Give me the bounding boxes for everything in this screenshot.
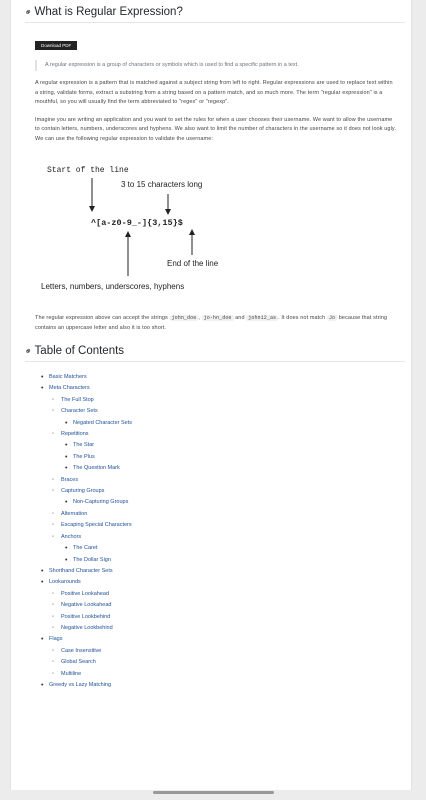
chars-label: Letters, numbers, underscores, hyphens <box>41 282 185 291</box>
toc-link[interactable]: • Flags <box>39 634 405 645</box>
definition-blockquote: A regular expression is a group of characters or symbols which is used to find a specific pattern in a text. <box>35 60 405 71</box>
toc-link[interactable]: • Meta Characters <box>39 383 405 394</box>
readme-content <box>22 5 405 691</box>
toc-link[interactable]: ◦ Alternation <box>39 509 405 520</box>
section-heading-text: What is Regular Expression? <box>34 6 183 18</box>
toc-link[interactable]: • Lookarounds <box>39 577 405 588</box>
section-heading <box>22 5 405 23</box>
examples-text: The regular expression above can accept the strings <box>35 315 170 321</box>
toc-link[interactable]: ◦ Repetitions <box>39 429 405 440</box>
home-indicator[interactable] <box>153 791 274 794</box>
username-paragraph: Imagine you are writing an application and you want to set the rules for when a user chooses their username. We want to allow the username to contain letters, numbers, underscores and hyphens. We also want to limit the number of characters in the username so it does not look ugly. We can use the following regular expression to validate the username: <box>35 116 396 142</box>
regex-pattern: ^[a-z0-9_-]{3,15}$ <box>91 218 183 228</box>
toc-link[interactable]: ◦ The Full Stop <box>39 395 405 406</box>
toc-heading <box>22 344 405 362</box>
examples-text: and <box>233 315 247 321</box>
example-code: Jo <box>328 315 336 321</box>
toc-link[interactable]: ◦ Multiline <box>39 669 405 680</box>
intro-paragraph: A regular expression is a pattern that is matched against a subject string from left to right. Regular expressions are used to replace text within a string, validate forms, extract a substring from a string based on a pattern match, and so much more. The term "regular expression" is a mouthful, so you will usually find the term abbreviated to "regex" or "regexp". <box>35 80 393 105</box>
toc-link[interactable]: ◦ Positive Lookbehind <box>39 612 405 623</box>
examples-text: because that string contains an uppercase letter and also it is too short. <box>35 315 388 331</box>
regex-diagram-svg <box>25 158 425 298</box>
example-code: john_doe <box>171 315 197 321</box>
toc-link[interactable]: ◦ Negative Lookahead <box>39 600 405 611</box>
toc-link[interactable]: • The Star <box>39 440 405 451</box>
toc-link[interactable]: • Shorthand Character Sets <box>39 566 405 577</box>
toc-link[interactable]: • Non-Capturing Groups <box>39 497 405 508</box>
toc-link[interactable]: ◦ Negative Lookbehind <box>39 623 405 634</box>
table-of-contents <box>39 372 405 691</box>
regex-diagram <box>25 158 425 298</box>
page <box>10 0 412 790</box>
toc-link[interactable]: • The Plus <box>39 452 405 463</box>
toc-link[interactable]: ◦ Character Sets <box>39 406 405 417</box>
toc-heading-text: Table of Contents <box>34 345 125 357</box>
examples-text: , <box>198 315 202 321</box>
toc-link[interactable]: • Negated Character Sets <box>39 418 405 429</box>
toc-link[interactable]: • The Dollar Sign <box>39 555 405 566</box>
anchor-link-icon[interactable]: ⚭ <box>22 5 35 18</box>
download-pdf-button[interactable]: Download PDF <box>35 41 77 50</box>
example-code: john12_as <box>248 315 277 321</box>
toc-link[interactable]: • Basic Matchers <box>39 372 405 383</box>
toc-link[interactable]: ◦ Case Insensitive <box>39 646 405 657</box>
toc-link[interactable]: ◦ Positive Lookahead <box>39 589 405 600</box>
examples-paragraph <box>35 314 397 333</box>
length-label: 3 to 15 characters long <box>121 180 203 189</box>
examples-text: . It does not match <box>278 315 327 321</box>
anchor-link-icon[interactable]: ⚭ <box>22 344 35 357</box>
start-of-line-label: Start of the line <box>47 166 129 175</box>
toc-link[interactable]: ◦ Braces <box>39 475 405 486</box>
toc-link[interactable]: • The Question Mark <box>39 463 405 474</box>
toc-link[interactable]: ◦ Global Search <box>39 657 405 668</box>
toc-link[interactable]: ◦ Capturing Groups <box>39 486 405 497</box>
toc-link[interactable]: ◦ Escaping Special Characters <box>39 520 405 531</box>
example-code: jo-hn_doe <box>203 315 232 321</box>
toc-link[interactable]: • Greedy vs Lazy Matching <box>39 680 405 691</box>
end-of-line-label: End of the line <box>167 259 219 268</box>
toc-link[interactable]: ◦ Anchors <box>39 532 405 543</box>
toc-link[interactable]: • The Caret <box>39 543 405 554</box>
